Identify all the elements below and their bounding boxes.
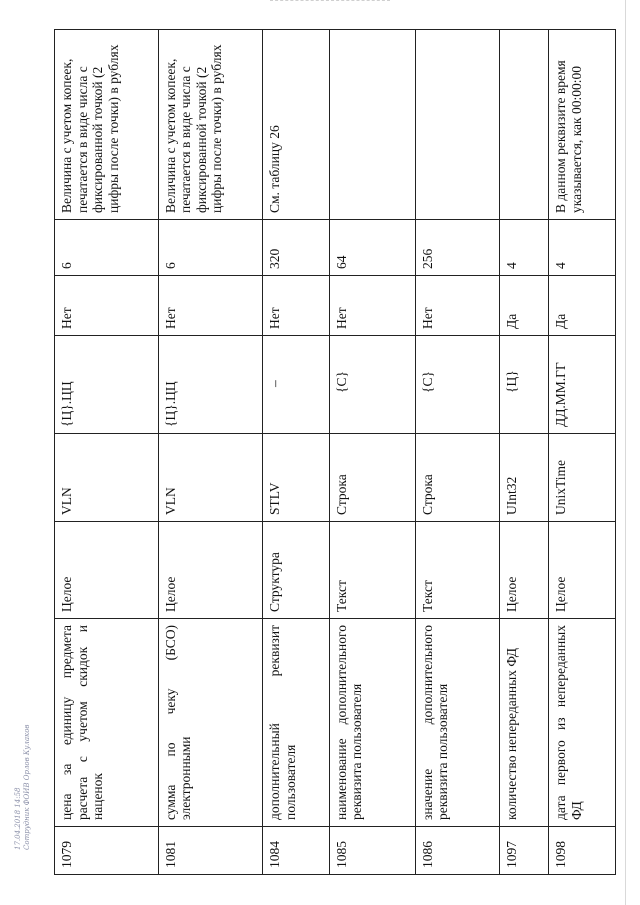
mask-cell: {Ц}.ЦЦ	[55, 336, 159, 434]
desc-cell: Величина с учетом копеек, печатается в виде числа с фиксированной точкой (2 цифры после точки) в рублях	[55, 30, 159, 220]
scan-stamp-line: Сотрудник ФОИВ Орлов Кулаков	[23, 724, 31, 850]
length-cell: 64	[329, 220, 415, 276]
mask-cell: {С}	[415, 336, 500, 434]
scan-top-mark	[270, 0, 390, 5]
desc-cell	[415, 30, 500, 220]
requisites-table	[54, 29, 616, 875]
mask-cell: {Ц}.ЦЦ	[158, 336, 263, 434]
type-cell: Целое	[549, 522, 616, 619]
name-cell: цена за единицу предмета расчета с учетом скидок и наценок	[55, 619, 159, 827]
table-row	[500, 30, 549, 875]
table-row	[158, 30, 263, 875]
type-cell: Текст	[329, 522, 415, 619]
rotated-page-content	[54, 30, 616, 875]
tag-cell: 1084	[263, 827, 330, 875]
length-cell: 6	[55, 220, 159, 276]
tag-cell: 1098	[549, 827, 616, 875]
type-cell: Целое	[500, 522, 549, 619]
desc-cell	[329, 30, 415, 220]
tag-cell: 1086	[415, 827, 500, 875]
length-cell: 6	[158, 220, 263, 276]
tag-cell: 1097	[500, 827, 549, 875]
mask-cell: –	[263, 336, 330, 434]
type-cell: Текст	[415, 522, 500, 619]
required-cell: Нет	[329, 276, 415, 336]
mask-cell: ДД.ММ.ГГ	[549, 336, 616, 434]
desc-cell: Величина с учетом копеек, печатается в виде числа с фиксированной точкой (2 цифры после точки) в рублях	[158, 30, 263, 220]
name-cell: количество непереданных ФД	[500, 619, 549, 827]
format-cell: VLN	[158, 434, 263, 522]
required-cell: Нет	[158, 276, 263, 336]
name-cell: наименование дополнительного реквизита пользователя	[329, 619, 415, 827]
desc-cell: В данном реквизите время указывается, как 00:00:00	[549, 30, 616, 220]
length-cell: 4	[500, 220, 549, 276]
required-cell: Нет	[415, 276, 500, 336]
format-cell: UInt32	[500, 434, 549, 522]
page-edge	[625, 0, 626, 905]
name-cell: дополнительный реквизит пользователя	[263, 619, 330, 827]
name-cell: дата первого из непереданных ФД	[549, 619, 616, 827]
tag-cell: 1079	[55, 827, 159, 875]
required-cell: Нет	[55, 276, 159, 336]
type-cell: Структура	[263, 522, 330, 619]
name-cell: сумма по чеку (БСО) электронными	[158, 619, 263, 827]
format-cell: VLN	[55, 434, 159, 522]
name-cell: значение дополнительного реквизита пользователя	[415, 619, 500, 827]
table-row	[263, 30, 330, 875]
format-cell: UnixTime	[549, 434, 616, 522]
table-row	[415, 30, 500, 875]
table-row	[549, 30, 616, 875]
format-cell: Строка	[415, 434, 500, 522]
format-cell: STLV	[263, 434, 330, 522]
length-cell: 320	[263, 220, 330, 276]
desc-cell: См. таблицу 26	[263, 30, 330, 220]
tag-cell: 1085	[329, 827, 415, 875]
scan-stamp-line: 17.04.2018 14:58	[14, 787, 22, 850]
table-row	[329, 30, 415, 875]
length-cell: 256	[415, 220, 500, 276]
desc-cell	[500, 30, 549, 220]
scan-timestamp-stamp	[14, 724, 42, 850]
required-cell: Нет	[263, 276, 330, 336]
mask-cell: {Ц}	[500, 336, 549, 434]
type-cell: Целое	[158, 522, 263, 619]
table-row	[55, 30, 159, 875]
type-cell: Целое	[55, 522, 159, 619]
format-cell: Строка	[329, 434, 415, 522]
mask-cell: {С}	[329, 336, 415, 434]
length-cell: 4	[549, 220, 616, 276]
tag-cell: 1081	[158, 827, 263, 875]
required-cell: Да	[549, 276, 616, 336]
required-cell: Да	[500, 276, 549, 336]
